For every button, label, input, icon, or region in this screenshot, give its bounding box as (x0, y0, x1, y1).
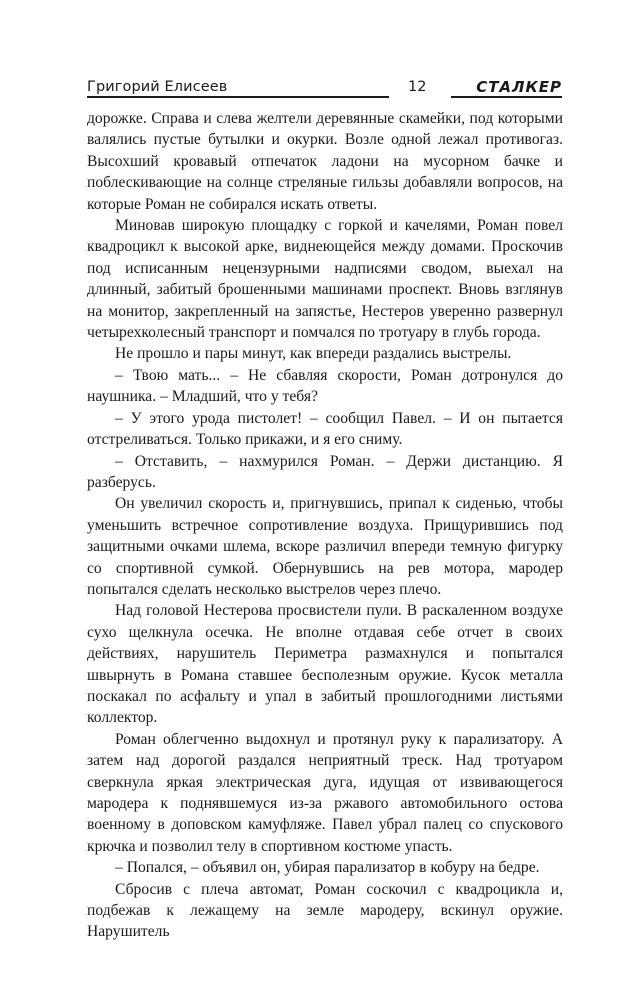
dialogue-line: – У этого урода пистолет! – сообщил Павел. – И он пытается отстреливаться. Только прикажи, и я его сниму. (87, 409, 563, 449)
dialogue-line: – Отставить, – нахмурился Роман. – Держи дистанцию. Я разберусь. (87, 452, 563, 491)
paragraph-continued: дорожке. Справа и слева желтели деревянные скамейки, под которыми валялись пустые бутылки и окурки. Возле одной лежал противогаз. Высохший кровавый отпечаток ладони на мусорном бачке и поблескивающие на солнце стреляные гильзы добавляли вопросов, на которые Роман не собирался искать ответы. (87, 110, 563, 213)
paragraph: Сбросив с плеча автомат, Роман соскочил с квадроцикла и, подбежав к лежащему на земле мародеру, вскинул оружие. Нарушитель (87, 880, 563, 941)
paragraph: Он увеличил скорость и, пригнувшись, припал к сиденью, чтобы уменьшить встречное сопротивление воздуха. Прищурившись под защитными очками шлема, вскоре различил впереди темную фигурку со спортивной сумкой. Обернувшись на рев мотора, мародер попытался сделать несколько выстрелов через плечо. (87, 495, 563, 598)
paragraph: Над головой Нестерова просвистели пули. В раскаленном воздухе сухо щелкнула осечка. Не вполне отдавая себе отчет в своих действиях, нарушитель Периметра размахнулся и попытался швырнуть в Романа ставшее бесполезным оружие. Кусок металла поскакал по асфальту и упал в забитый прошлогодними листьями коллектор. (87, 602, 563, 727)
paragraph: Роман облегченно выдохнул и протянул руку к парализатору. А затем над дорогой раздался неприятный треск. Над тротуаром сверкнула яркая электрическая дуга, идущая от извивающегося мародера к поднявшемуся из-за ржавого автомобильного остова военному в доповском камуфляже. Павел убрал палец со спускового крючка и позволил телу в спортивном костюме упасть. (87, 730, 563, 855)
page-number: 12 (408, 79, 427, 95)
header-rule-left (87, 96, 389, 98)
paragraph: Миновав широкую площадку с горкой и качелями, Роман повел квадроцикл к высокой арке, виднеющейся между домами. Проскочив под исписанным нецензурными надписями сводом, выехал на длинный, забитый брошенными машинами проспект. Вновь взглянув на монитор, закрепленный на запястье, Нестеров уверенно развернул четырехколесный транспорт и помчался по тротуару в глубь города. (87, 217, 563, 342)
series-title: СТАЛКЕР (476, 78, 562, 96)
running-header (87, 79, 562, 101)
author-name: Григорий Елисеев (87, 79, 228, 95)
header-rule-right (451, 96, 562, 98)
paragraph: Не прошло и пары минут, как впереди раздались выстрелы. (115, 345, 512, 363)
dialogue-line: – Твою мать... – Не сбавляя скорости, Роман дотронулся до наушника. – Младший, что у тебя? (87, 366, 563, 406)
dialogue-line: – Попался, – объявил он, убирая парализатор в кобуру на бедре. (115, 859, 540, 877)
body-text (87, 108, 563, 943)
